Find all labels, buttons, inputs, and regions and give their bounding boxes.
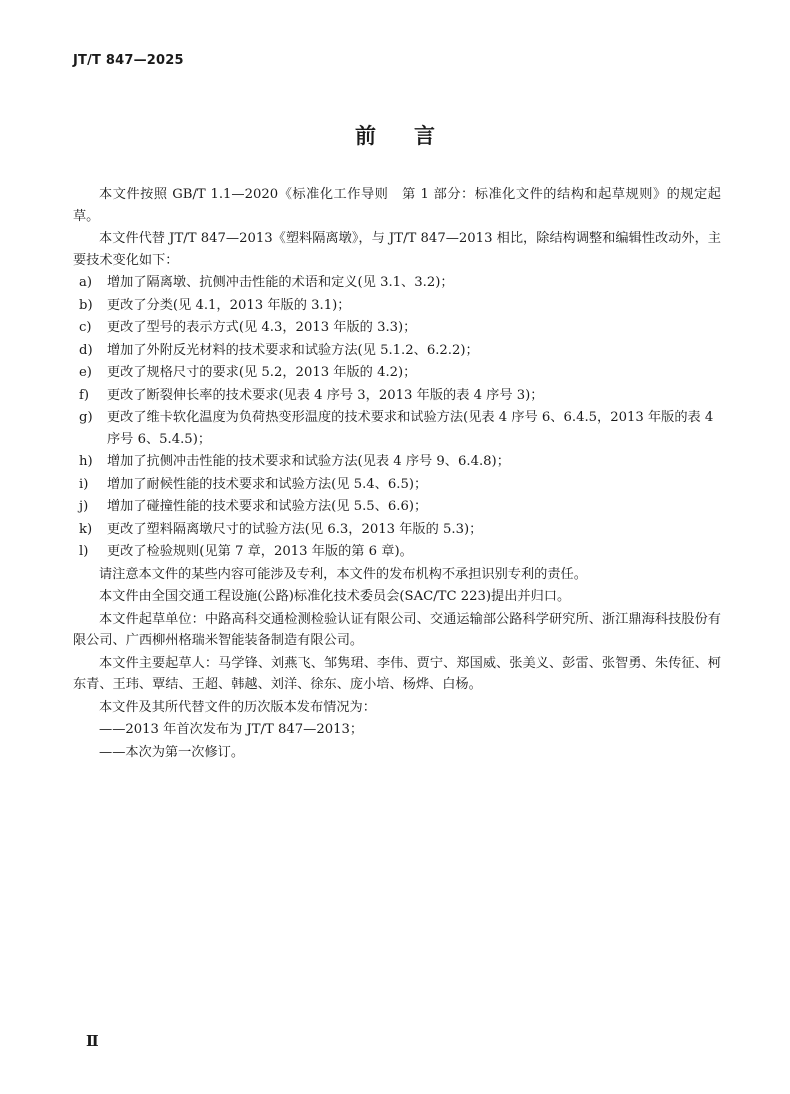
list-item-mark: d) <box>79 342 93 358</box>
drafters: 本文件主要起草人：马学锋、刘燕飞、邹隽珺、李伟、贾宁、郑国威、张美义、彭雷、张智勇、朱传征、柯东青、王玮、覃结、王超、韩越、刘洋、徐东、庞小培、杨烨、白杨。 <box>73 655 721 692</box>
list-item-text: 增加了耐候性能的技术要求和试验方法(见 5.4、6.5)； <box>107 476 428 492</box>
drafting-units: 本文件起草单位：中路高科交通检测检验认证有限公司、交通运输部公路科学研究所、浙江鼎海科技股份有限公司、广西柳州格瑞米智能装备制造有限公司。 <box>73 611 721 648</box>
list-item-text: 更改了维卡软化温度为负荷热变形温度的技术要求和试验方法(见表 4 序号 6、6.4.5，2013 年版的表 4 序号 6、5.4.5)； <box>107 410 714 447</box>
list-item-mark: k) <box>79 521 93 537</box>
foreword-body <box>73 184 721 764</box>
list-item-mark: j) <box>79 499 89 514</box>
changes-list <box>73 272 721 563</box>
list-item-text: 增加了外附反光材料的技术要求和试验方法(见 5.1.2、6.2.2)； <box>107 342 479 358</box>
list-item <box>73 272 721 294</box>
list-item-mark: i) <box>79 476 89 492</box>
list-item-text: 增加了碰撞性能的技术要求和试验方法(见 5.5、6.6)； <box>107 499 428 514</box>
history-item: ——本次为第一次修订。 <box>99 744 245 760</box>
intro-paragraph: 本文件按照 GB/T 1.1—2020《标准化工作导则 第 1 部分：标准化文件的结构和起草规则》的规定起草。 <box>73 187 721 224</box>
list-item <box>73 340 721 362</box>
list-item-text: 更改了塑料隔离墩尺寸的试验方法(见 6.3，2013 年版的 5.3)； <box>107 521 483 537</box>
list-item <box>73 541 721 563</box>
list-item <box>73 519 721 541</box>
list-item-text: 更改了断裂伸长率的技术要求(见表 4 序号 3，2013 年版的表 4 序号 3)； <box>107 387 544 403</box>
list-item <box>73 362 721 384</box>
list-item-mark: g) <box>79 410 93 425</box>
list-item-mark: e) <box>79 365 92 380</box>
history-item: ——2013 年首次发布为 JT/T 847—2013； <box>99 722 364 737</box>
list-item-mark: a) <box>79 275 93 290</box>
list-item-mark: c) <box>79 320 92 335</box>
list-item-text: 更改了型号的表示方式(见 4.3，2013 年版的 3.3)； <box>107 320 417 335</box>
page-number: Ⅱ <box>86 1032 99 1050</box>
list-item-text: 更改了检验规则(见第 7 章，2013 年版的第 6 章)。 <box>107 544 413 559</box>
list-item <box>73 385 721 407</box>
list-item <box>73 407 721 450</box>
list-item <box>73 451 721 473</box>
intro-paragraph: 本文件代替 JT/T 847—2013《塑料隔离墩》，与 JT/T 847—2013 相比，除结构调整和编辑性改动外，主要技术变化如下： <box>73 231 721 268</box>
list-item-mark: f) <box>79 387 90 403</box>
list-item-text: 增加了隔离墩、抗侧冲击性能的术语和定义(见 3.1、3.2)； <box>107 275 454 290</box>
standard-code: JT/T 847—2025 <box>73 53 184 68</box>
page-title: 前言 <box>355 124 473 148</box>
list-item <box>73 496 721 518</box>
history-intro: 本文件及其所代替文件的历次版本发布情况为： <box>99 699 376 715</box>
committee-statement: 本文件由全国交通工程设施(公路)标准化技术委员会(SAC/TC 223)提出并归口。 <box>99 589 571 604</box>
list-item <box>73 317 721 339</box>
list-item <box>73 295 721 317</box>
list-item-text: 增加了抗侧冲击性能的技术要求和试验方法(见表 4 序号 9、6.4.8)； <box>107 454 510 469</box>
list-item-mark: l) <box>79 544 89 559</box>
list-item-mark: h) <box>79 454 93 469</box>
list-item-text: 更改了规格尺寸的要求(见 5.2，2013 年版的 4.2)； <box>107 365 417 380</box>
list-item-mark: b) <box>79 297 93 313</box>
patent-notice: 请注意本文件的某些内容可能涉及专利，本文件的发布机构不承担识别专利的责任。 <box>99 566 587 582</box>
list-item <box>73 474 721 496</box>
list-item-text: 更改了分类(见 4.1，2013 年版的 3.1)； <box>107 297 351 313</box>
